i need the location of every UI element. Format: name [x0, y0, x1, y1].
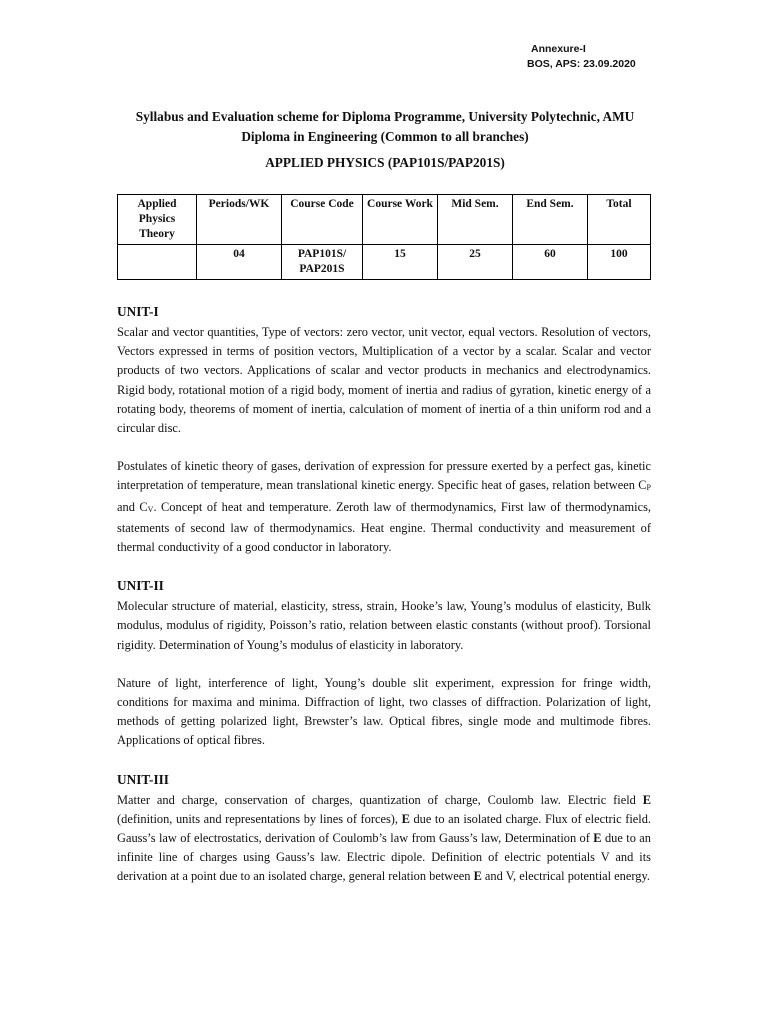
table-cell: 04 [197, 245, 282, 280]
unit-2-heading: UNIT-II [117, 578, 164, 594]
header-cell: Total [588, 195, 651, 245]
table-cell: 25 [438, 245, 513, 280]
table-cell [118, 245, 197, 280]
header-cell: Course Code [282, 195, 363, 245]
table-cell: 60 [513, 245, 588, 280]
table-cell: 15 [363, 245, 438, 280]
bos-date: BOS, APS: 23.09.2020 [527, 58, 636, 70]
unit-1-heading: UNIT-I [117, 304, 159, 319]
unit-1-paragraph-1: Scalar and vector quantities, Type of vectors: zero vector, unit vector, equal vectors. Resolution of vectors, Vectors expressed in terms of position vectors, Multiplication of a vector by a scalar. Scalar and vector products of two vectors. Applications of scalar and vector products in mechanics and electrodynamics. Rigid body, rotational motion of a rigid body, moment of inertia and radius of gyration, kinetic energy of a rotating body, theorems of moment of inertia, calculation of moment of inertia of a thin uniform rod and a circular disc. [117, 325, 651, 436]
document-title [100, 107, 670, 147]
header-cell: Applied Physics Theory [118, 195, 197, 245]
syllabus-content [117, 303, 651, 887]
header-cell: Course Work [363, 195, 438, 245]
title-line-1: Syllabus and Evaluation scheme for Diploma Programme, University Polytechnic, AMU [135, 109, 635, 124]
document-header [527, 42, 636, 72]
unit-2-paragraph-1: Molecular structure of material, elasticity, stress, strain, Hooke’s law, Young’s modulus of elasticity, Bulk modulus, modulus of rigidity, Poisson’s ratio, relation between elastic constants (without proof). Torsional rigidity. Determination of Young’s modulus of elasticity in laboratory. [117, 599, 651, 652]
unit-1-paragraph-2: Postulates of kinetic theory of gases, derivation of expression for pressure exerted by a perfect gas, kinetic interpretation of temperature, mean translational kinetic energy. Specific heat of gases, relation between $C_P$ and $C_V$. Concept of heat and temperature. Zeroth law of thermodynamics, First law of thermodynamics, statements of second law of thermodynamics. Heat engine. Thermal conductivity and measurement of thermal conductivity of a good conductor in laboratory. [117, 459, 651, 555]
unit-3-paragraph-1: Matter and charge, conservation of charges, quantization of charge, Coulomb law. Electric field E (definition, units and representations by lines of forces), E due to an isolated charge. Flux of electric field. Gauss’s law of electrostatics, derivation of Coulomb’s law from Gauss’s law, Determination of E due to an infinite line of charges using Gauss’s law. Electric dipole. Definition of electric potentials V and its derivation at a point due to an isolated charge, general relation between E and V, electrical potential energy. [117, 792, 651, 884]
subject-title: APPLIED PHYSICS (PAP101S/PAP201S) [265, 155, 505, 170]
annexure-label: Annexure-I [531, 43, 586, 55]
unit-2-paragraph-2: Nature of light, interference of light, Young’s double slit experiment, expression for fringe width, conditions for maxima and minima. Diffraction of light, two classes of diffraction. Polarization of light, methods of getting polarized light, Brewster’s law. Optical fibres, single mode and multimode fibres. Applications of optical fibres. [117, 675, 651, 748]
table-header-row [118, 195, 651, 245]
table-cell: PAP101S/ PAP201S [282, 245, 363, 280]
header-cell: Periods/WK [197, 195, 282, 245]
table-cell: 100 [588, 245, 651, 280]
table-row [118, 245, 651, 280]
header-cell: End Sem. [513, 195, 588, 245]
unit-3-heading: UNIT-III [117, 771, 169, 787]
header-cell: Mid Sem. [438, 195, 513, 245]
title-line-2: Diploma in Engineering (Common to all branches) [241, 129, 529, 144]
evaluation-scheme-table [117, 194, 651, 280]
